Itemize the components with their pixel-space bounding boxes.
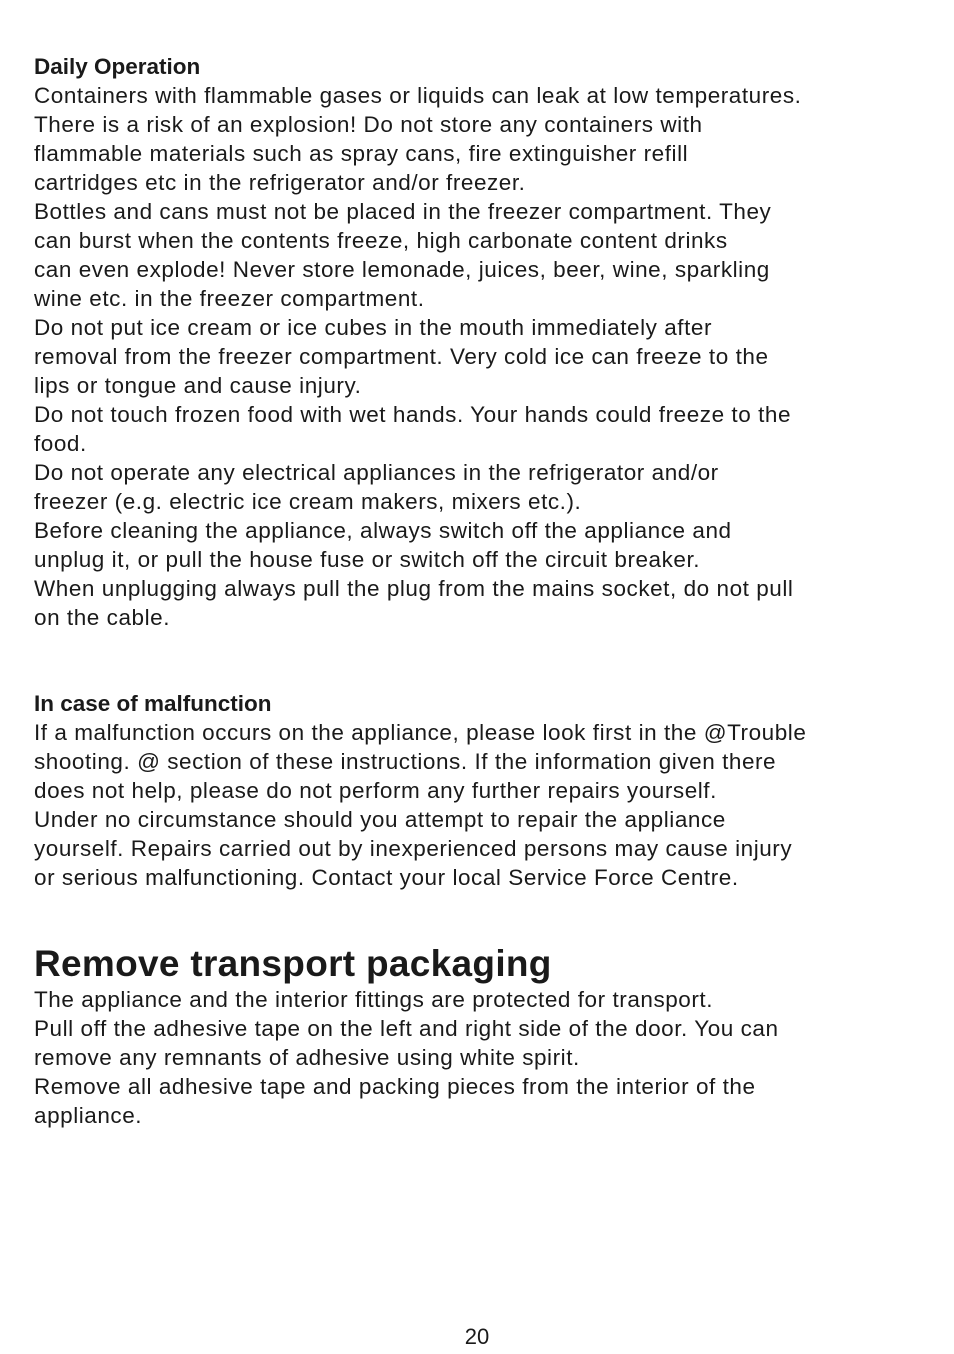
page-number: 20 <box>464 1324 490 1349</box>
daily-operation-section <box>34 52 924 632</box>
text-line: Bottles and cans must not be placed in the freezer compartment. They <box>34 199 772 224</box>
text-line: Remove all adhesive tape and packing pieces from the interior of the <box>34 1074 756 1099</box>
malfunction-heading: In case of malfunction <box>34 691 272 716</box>
text-line: There is a risk of an explosion! Do not store any containers with <box>34 112 703 137</box>
text-line: yourself. Repairs carried out by inexperienced persons may cause injury <box>34 836 793 861</box>
text-line: When unplugging always pull the plug from the mains socket, do not pull <box>34 576 794 601</box>
text-line: does not help, please do not perform any further repairs yourself. <box>34 778 717 803</box>
text-line: wine etc. in the freezer compartment. <box>34 286 425 311</box>
text-line: unplug it, or pull the house fuse or switch off the circuit breaker. <box>34 547 701 572</box>
transport-body <box>34 985 924 1130</box>
text-line: Under no circumstance should you attempt to repair the appliance <box>34 807 726 832</box>
text-line: cartridges etc in the refrigerator and/or freezer. <box>34 170 526 195</box>
text-line: shooting. @ section of these instructions. If the information given there <box>34 749 777 774</box>
text-line: The appliance and the interior fittings are protected for transport. <box>34 987 714 1012</box>
daily-operation-body <box>34 81 924 632</box>
text-line: Before cleaning the appliance, always switch off the appliance and <box>34 518 732 543</box>
text-line: can even explode! Never store lemonade, juices, beer, wine, sparkling <box>34 257 770 282</box>
transport-title: Remove transport packaging <box>34 943 552 984</box>
text-line: removal from the freezer compartment. Very cold ice can freeze to the <box>34 344 769 369</box>
text-line: or serious malfunctioning. Contact your local Service Force Centre. <box>34 865 739 890</box>
text-line: lips or tongue and cause injury. <box>34 373 362 398</box>
text-line: food. <box>34 431 87 456</box>
malfunction-section <box>34 689 924 892</box>
text-line: can burst when the contents freeze, high carbonate content drinks <box>34 228 728 253</box>
text-line: Do not put ice cream or ice cubes in the mouth immediately after <box>34 315 712 340</box>
text-line: on the cable. <box>34 605 170 630</box>
text-line: If a malfunction occurs on the appliance, please look first in the @Trouble <box>34 720 807 745</box>
text-line: Pull off the adhesive tape on the left and right side of the door. You can <box>34 1016 779 1041</box>
text-line: Do not touch frozen food with wet hands. Your hands could freeze to the <box>34 402 792 427</box>
text-line: appliance. <box>34 1103 143 1128</box>
text-line: freezer (e.g. electric ice cream makers, mixers etc.). <box>34 489 582 514</box>
text-line: Containers with flammable gases or liquids can leak at low temperatures. <box>34 83 802 108</box>
text-line: remove any remnants of adhesive using white spirit. <box>34 1045 580 1070</box>
malfunction-body <box>34 718 924 892</box>
text-line: flammable materials such as spray cans, fire extinguisher refill <box>34 141 689 166</box>
transport-section <box>34 943 924 1130</box>
daily-operation-heading: Daily Operation <box>34 54 201 79</box>
text-line: Do not operate any electrical appliances in the refrigerator and/or <box>34 460 719 485</box>
